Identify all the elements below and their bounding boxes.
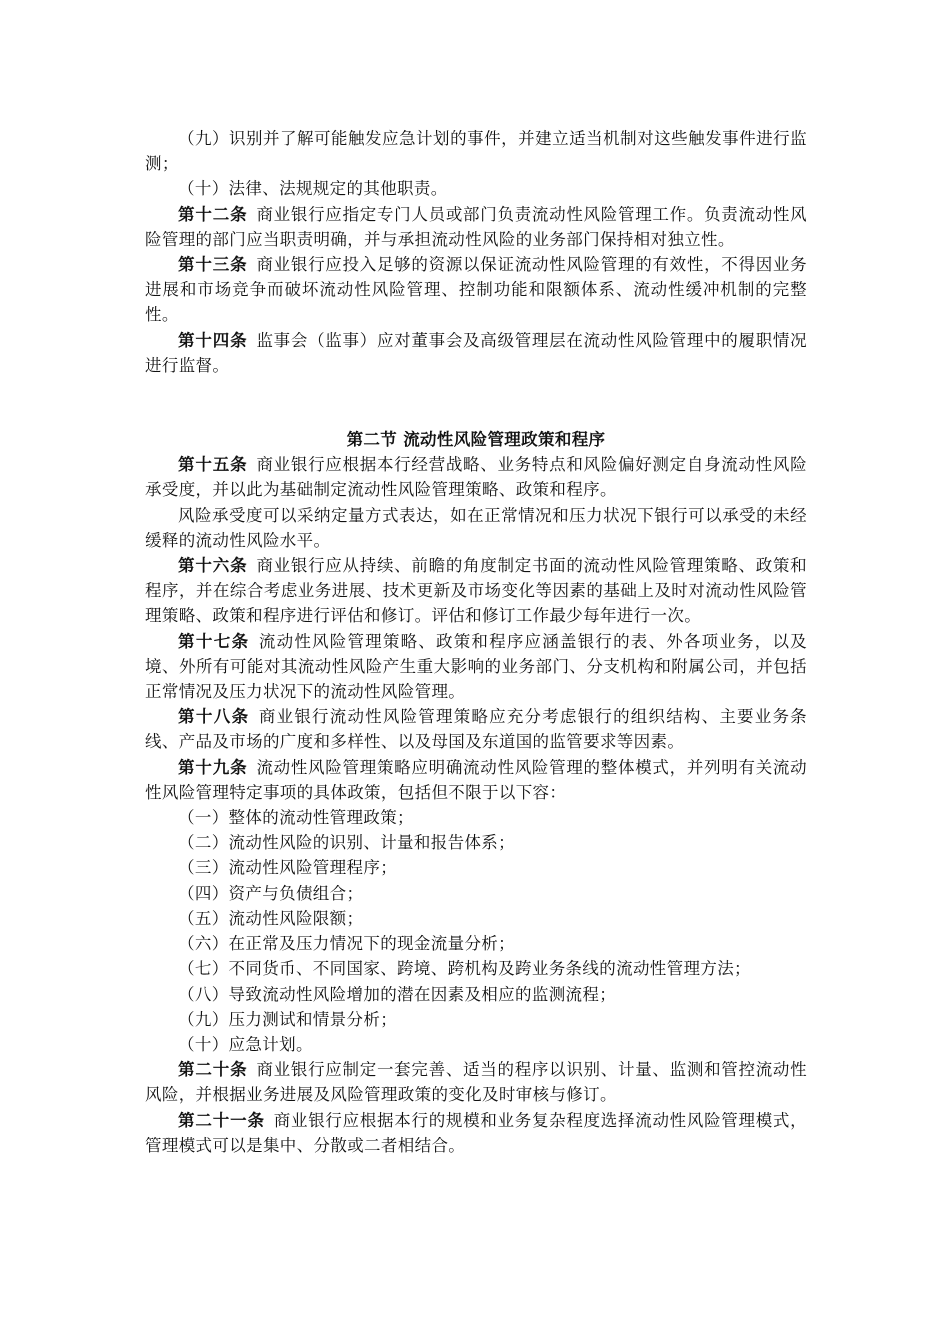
article-16 <box>145 553 807 629</box>
list-item: （一）整体的流动性管理政策； <box>178 808 414 828</box>
article-text: 商业银行应根据本行经营战略、业务特点和风险偏好测定自身流动性风险承受度，并以此为基础制定流动性风险管理策略、政策和程序。 <box>145 455 808 500</box>
article-17 <box>145 629 807 705</box>
article-text: 流动性风险管理策略、政策和程序应涵盖银行的表、外各项业务，以及境、外所有可能对其流动性风险产生重大影响的业务部门、分支机构和附属公司，并包括正常情况及压力状况下的流动性风险管理。 <box>145 631 807 702</box>
article-text: 商业银行应投入足够的资源以保证流动性风险管理的有效性，不得因业务进展和市场竞争而破坏流动性风险管理、控制功能和限额体系、流动性缓冲机制的完整性。 <box>145 255 808 325</box>
list-item: （八）导致流动性风险增加的潜在因素及相应的监测流程； <box>178 984 617 1004</box>
list-item: （四）资产与负债组合； <box>178 883 364 903</box>
article-text: 商业银行应制定一套完善、适当的程序以识别、计量、监测和管控流动性风险，并根据业务进展及风险管理政策的变化及时审核与修订。 <box>145 1060 808 1105</box>
article-18 <box>145 704 807 754</box>
article-15 <box>145 452 807 502</box>
article-heading: 第十三条 <box>178 255 248 275</box>
article-21 <box>145 1108 807 1158</box>
list-item: （六）在正常及压力情况下的现金流量分析； <box>178 934 515 954</box>
paragraph: 风险承受度可以采纳定量方式表达，如在正常情况和压力状况下银行可以承受的未经缓释的流动性风险水平。 <box>145 505 807 550</box>
section-title: 第二节 流动性风险管理政策和程序 <box>346 430 606 450</box>
list-item: （二）流动性风险的识别、计量和报告体系； <box>178 833 515 853</box>
article-text: 商业银行应根据本行的规模和业务复杂程度选择流动性风险管理模式，管理模式可以是集中、分散或二者相结合。 <box>145 1110 807 1155</box>
list-item: （十）法律、法规规定的其他职责。 <box>178 179 448 199</box>
article-heading: 第十四条 <box>178 330 248 350</box>
article-19 <box>145 755 807 805</box>
article-text: 商业银行应从持续、前瞻的角度制定书面的流动性风险管理策略、政策和程序，并在综合考虑业务进展、技术更新及市场变化等因素的基础上及时对流动性风险管理策略、政策和程序进行评估和修订。评估和修订工作最少每年进行一次。 <box>145 556 808 626</box>
list-item: （三）流动性风险管理程序； <box>178 858 398 878</box>
list-item: （九）识别并了解可能触发应急计划的事件，并建立适当机制对这些触发事件进行监测； <box>145 129 807 174</box>
article-text: 监事会（监事）应对董事会及高级管理层在流动性风险管理中的履职情况进行监督。 <box>145 330 808 375</box>
article-13 <box>145 252 807 328</box>
list-item: （七）不同货币、不同国家、跨境、跨机构及跨业务条线的流动性管理方法； <box>178 959 751 979</box>
article-text: 商业银行应指定专门人员或部门负责流动性风险管理工作。负责流动性风险管理的部门应当职责明确，并与承担流动性风险的业务部门保持相对独立性。 <box>145 204 808 249</box>
article-20 <box>145 1057 807 1107</box>
list-item: （十）应急计划。 <box>178 1034 313 1054</box>
article-text: 商业银行流动性风险管理策略应充分考虑银行的组织结构、主要业务条线、产品及市场的广度和多样性、以及母国及东道国的监管要求等因素。 <box>145 707 807 752</box>
article-12 <box>145 202 807 252</box>
article-14 <box>145 328 807 378</box>
article-heading: 第十五条 <box>178 455 248 475</box>
article-heading: 第十八条 <box>178 707 250 727</box>
list-item: （九）压力测试和情景分析； <box>178 1009 398 1029</box>
article-heading: 第十九条 <box>178 757 248 777</box>
article-text: 流动性风险管理策略应明确流动性风险管理的整体模式，并列明有关流动性风险管理特定事项的具体政策，包括但不限于以下容： <box>145 757 808 802</box>
document-body <box>145 126 807 1158</box>
article-heading: 第二十条 <box>178 1060 248 1080</box>
list-item: （五）流动性风险限额； <box>178 908 364 928</box>
article-heading: 第二十一条 <box>178 1110 265 1130</box>
article-heading: 第十七条 <box>178 631 250 651</box>
article-heading: 第十二条 <box>178 204 248 224</box>
article-heading: 第十六条 <box>178 556 248 576</box>
